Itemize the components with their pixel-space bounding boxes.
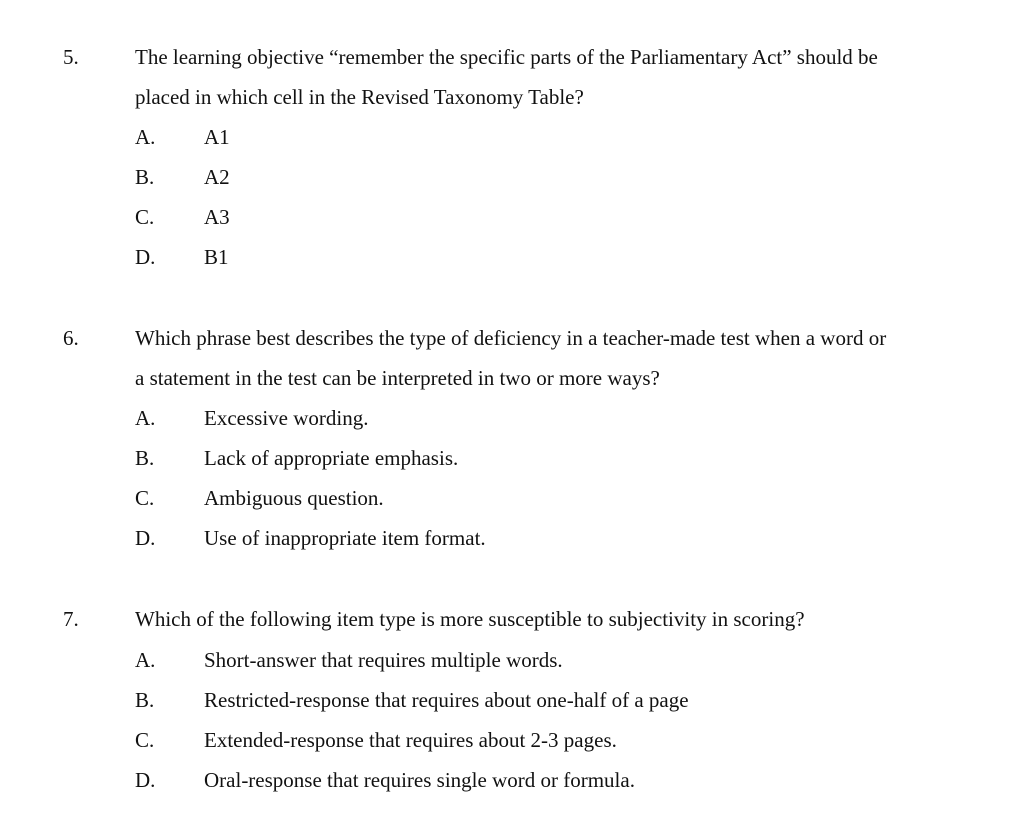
option-a — [135, 398, 955, 438]
option-text: A2 — [204, 165, 230, 189]
option-letter: C. — [135, 205, 155, 229]
question-text-line: The learning objective “remember the specific parts of the Parliamentary Act” should be — [135, 45, 878, 69]
option-letter: A. — [135, 125, 156, 149]
option-letter: B. — [135, 165, 155, 189]
option-letter: A. — [135, 406, 156, 430]
option-b — [135, 438, 955, 478]
question-number: 7. — [63, 607, 79, 631]
option-letter: B. — [135, 688, 155, 712]
question-text — [135, 318, 980, 398]
option-text: Use of inappropriate item format. — [204, 526, 486, 550]
option-text: B1 — [204, 245, 229, 269]
option-d — [135, 760, 955, 800]
question-number: 5. — [63, 45, 79, 69]
option-letter: C. — [135, 486, 155, 510]
option-d — [135, 518, 955, 558]
option-letter: D. — [135, 526, 156, 550]
option-letter: D. — [135, 768, 156, 792]
option-text: Ambiguous question. — [204, 486, 384, 510]
answer-options — [135, 117, 955, 277]
question-number: 6. — [63, 326, 79, 350]
option-letter: C. — [135, 728, 155, 752]
option-text: A3 — [204, 205, 230, 229]
option-letter: D. — [135, 245, 156, 269]
option-letter: B. — [135, 446, 155, 470]
option-b — [135, 157, 955, 197]
question-text — [135, 599, 980, 639]
answer-options — [135, 398, 955, 558]
option-text: Excessive wording. — [204, 406, 369, 430]
option-text: Oral-response that requires single word or formula. — [204, 768, 635, 792]
option-d — [135, 237, 955, 277]
question-text-line: Which phrase best describes the type of deficiency in a teacher-made test when a word or — [135, 326, 887, 350]
option-text: Restricted-response that requires about one-half of a page — [204, 688, 689, 712]
option-text: Lack of appropriate emphasis. — [204, 446, 459, 470]
option-text: Extended-response that requires about 2-3 pages. — [204, 728, 617, 752]
question-text — [135, 37, 980, 117]
question-text-line: placed in which cell in the Revised Taxonomy Table? — [135, 85, 584, 109]
answer-options — [135, 640, 955, 800]
option-a — [135, 640, 955, 680]
option-c — [135, 720, 955, 760]
option-c — [135, 478, 955, 518]
option-letter: A. — [135, 648, 156, 672]
question-text-line: Which of the following item type is more susceptible to subjectivity in scoring? — [135, 607, 805, 631]
option-a — [135, 117, 955, 157]
option-b — [135, 680, 955, 720]
option-text: Short-answer that requires multiple words. — [204, 648, 563, 672]
option-c — [135, 197, 955, 237]
option-text: A1 — [204, 125, 230, 149]
question-text-line: a statement in the test can be interpreted in two or more ways? — [135, 366, 660, 390]
